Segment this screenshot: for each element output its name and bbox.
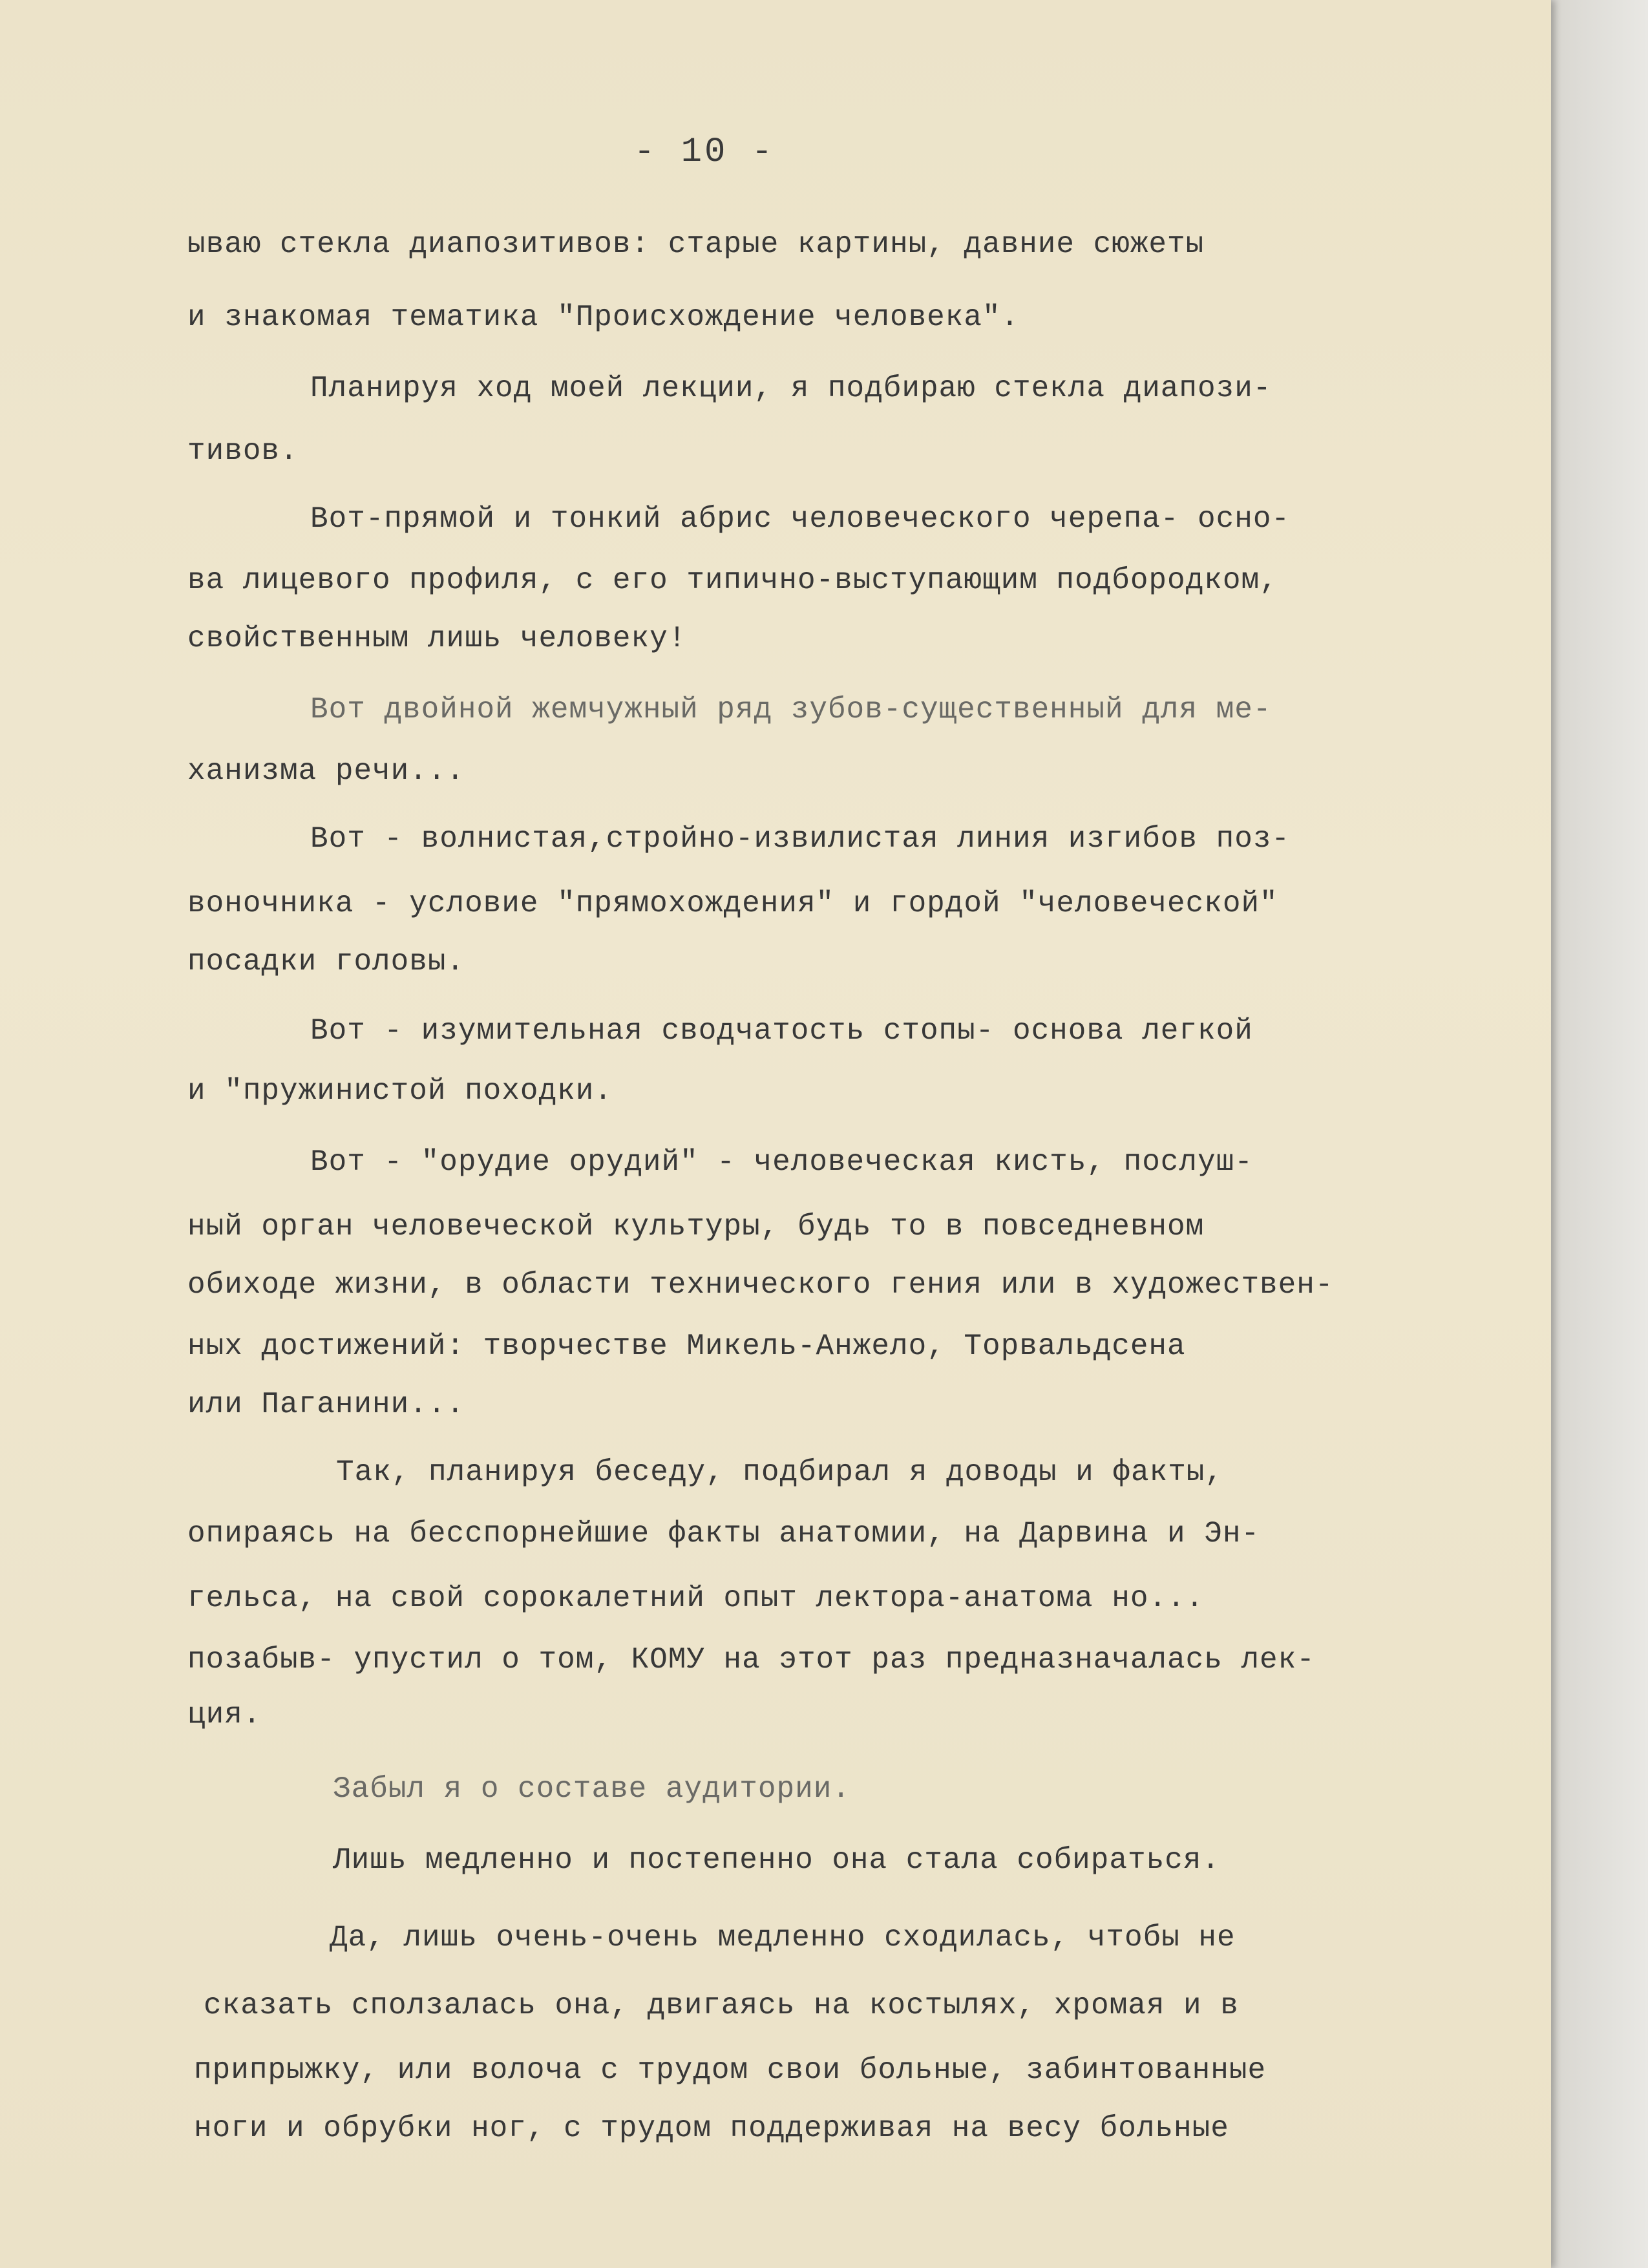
text-line: Планируя ход моей лекции, я подбираю стекла диапози- [310, 372, 1272, 405]
page-number: - 10 - [633, 132, 776, 172]
text-line: Лишь медленно и постепенно она стала собираться. [333, 1843, 1221, 1877]
text-line: Так, планируя беседу, подбирал я доводы и факты, [336, 1456, 1224, 1489]
text-line: обиходе жизни, в области технического гения или в художествен- [187, 1268, 1334, 1302]
text-line: ция. [187, 1698, 262, 1732]
text-line: Да, лишь очень-очень медленно сходилась, чтобы не [330, 1921, 1236, 1955]
faded-stamp-mark [1240, 2168, 1437, 2227]
text-line: опираясь на бесспорнейшие факты анатомии, на Дарвина и Эн- [187, 1517, 1260, 1551]
text-line: или Паганини... [187, 1388, 465, 1421]
text-line: Забыл я о составе аудитории. [333, 1772, 850, 1806]
text-line: свойственным лишь человеку! [187, 622, 687, 655]
text-line: припрыжку, или волоча с трудом свои больные, забинтованные [194, 2053, 1267, 2087]
text-line: Вот двойной жемчужный ряд зубов-существенный для ме- [310, 693, 1272, 726]
text-line: ва лицевого профиля, с его типично-выступающим подбородком, [187, 564, 1278, 597]
text-line: сказать сползалась она, двигаясь на костылях, хромая и в [204, 1989, 1239, 2022]
text-line: ханизма речи... [187, 754, 465, 788]
text-line: посадки головы. [187, 945, 465, 979]
text-line: Вот - волнистая,стройно-извилистая линия изгибов поз- [310, 822, 1291, 856]
text-line: ноги и обрубки ног, с трудом поддерживая на весу больные [194, 2112, 1229, 2145]
text-line: позабыв- упустил о том, КОМУ на этот раз предназначалась лек- [187, 1643, 1315, 1677]
text-line: ных достижений: творчестве Микель-Анжело, Торвальдсена [187, 1330, 1186, 1363]
scanner-background [1551, 0, 1648, 2268]
text-line: Вот - изумительная сводчатость стопы- основа легкой [310, 1014, 1253, 1048]
text-line: и знакомая тематика "Происхождение человека". [187, 301, 1020, 334]
text-line: Вот - "орудие орудий" - человеческая кисть, послуш- [310, 1145, 1253, 1179]
text-line: ный орган человеческой культуры, будь то в повседневном [187, 1210, 1205, 1244]
text-line: воночника - условие "прямохождения" и гордой "человеческой" [187, 887, 1278, 920]
text-line: гельса, на свой сорокалетний опыт лектора-анатома но... [187, 1582, 1205, 1615]
text-line: ываю стекла диапозитивов: старые картины, давние сюжеты [187, 228, 1205, 261]
text-line: тивов. [187, 434, 299, 468]
text-line: и "пружинистой походки. [187, 1074, 613, 1108]
text-line: Вот-прямой и тонкий абрис человеческого черепа- осно- [310, 502, 1291, 536]
